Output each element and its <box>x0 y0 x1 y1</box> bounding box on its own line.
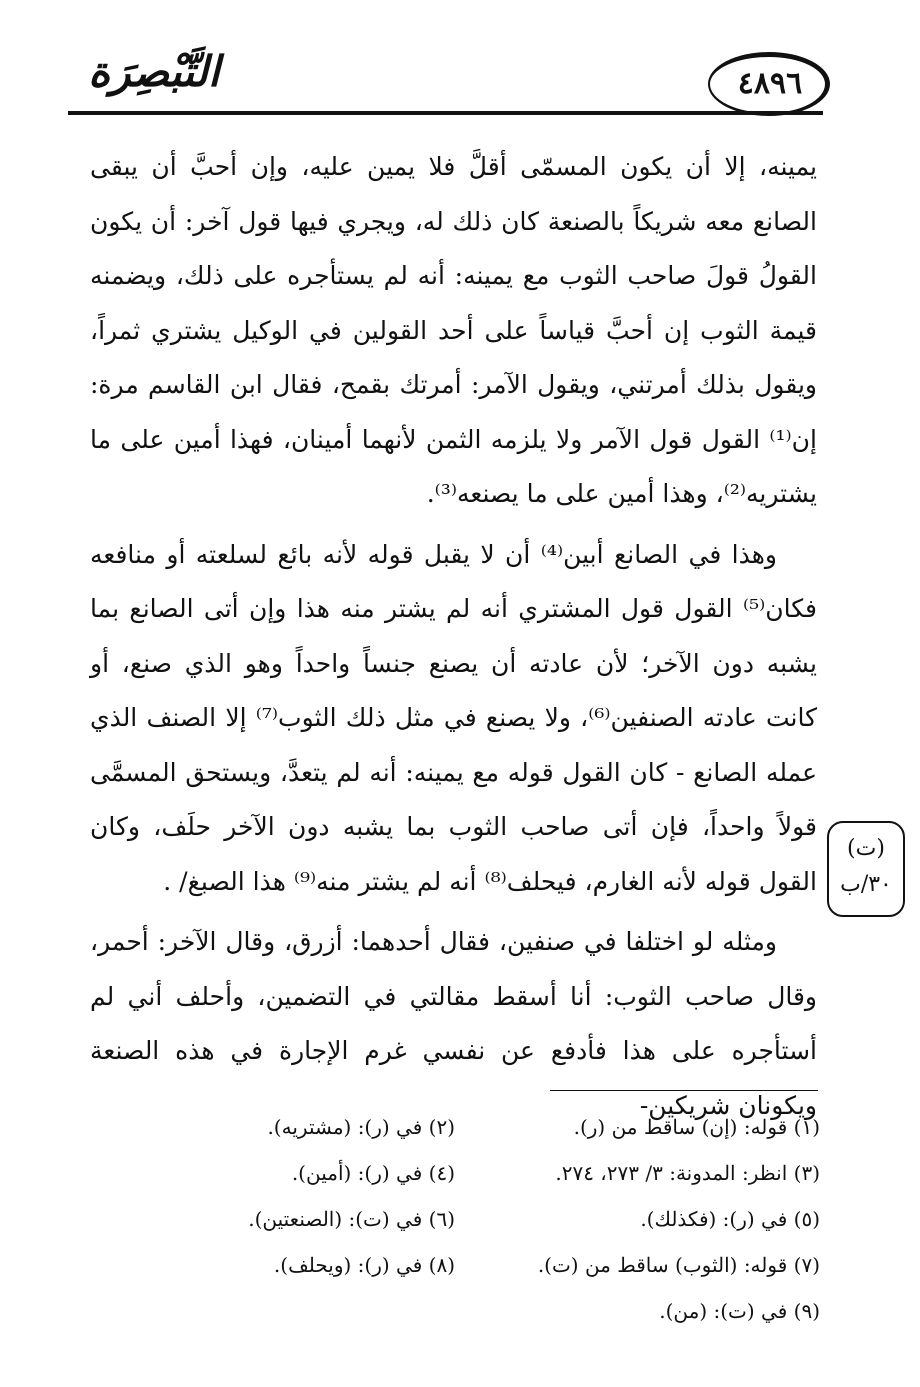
footnotes <box>90 1104 820 1334</box>
paragraph-1: يمينه، إلا أن يكون المسمّى أقلَّ فلا يمين عليه، وإن أحبَّ أن يبقى الصانع معه شريكاً بالصنعة كان ذلك له، ويجري فيها قول آخر: أن يكون القولُ قولَ صاحب الثوب مع يمينه: أنه لم يستأجره على ذلك، ويضمنه قيمة الثوب إن أحبَّ قياساً على أحد القولين في الوكيل يشتري ثمراً، ويقول بذلك أمرتني، ويقول الآمر: أمرتك بقمح، فقال ابن القاسم مرة: إن⁽¹⁾ القول قول الآمر ولا يلزمه الثمن لأنهما أمينان، فهذا أمين على ما يشتريه⁽²⁾، وهذا أمين على ما يصنعه⁽³⁾. <box>90 152 817 508</box>
footnote-5: (٥) في (ر): (فكذلك). <box>640 1207 820 1231</box>
footnote-7: (٧) قوله: (الثوب) ساقط من (ت). <box>537 1253 820 1277</box>
footnote-row <box>90 1150 820 1196</box>
margin-note-folio: ٣٠/ب <box>840 872 892 897</box>
footnote-4: (٤) في (ر): (أمين). <box>291 1161 455 1185</box>
footnote-row <box>90 1104 820 1150</box>
footnote-row <box>90 1196 820 1242</box>
header-rule <box>68 111 823 115</box>
main-text <box>90 140 817 1133</box>
footnote-separator <box>550 1090 818 1091</box>
footnote-2: (٢) في (ر): (مشتريه). <box>267 1115 455 1139</box>
margin-note-siglum: (ت) <box>847 836 885 861</box>
footnote-9: (٩) في (ت): (من). <box>659 1299 820 1323</box>
footnote-3: (٣) انظر: المدونة: ٣/ ٢٧٣، ٢٧٤. <box>555 1161 820 1185</box>
footnote-1: (١) قوله: (إن) ساقط من (ر). <box>573 1115 820 1139</box>
paragraph-2: وهذا في الصانع أبين⁽⁴⁾ أن لا يقبل قوله لأنه بائع لسلعته أو منافعه فكان⁽⁵⁾ القول قول المشتري أنه لم يشتر منه هذا وإن أتى الصانع بما يشبه دون الآخر؛ لأن عادته أن يصنع جنساً واحداً وهو الذي صنع، أو كانت عادته الصنفين⁽⁶⁾، ولا يصنع في مثل ذلك الثوب⁽⁷⁾ إلا الصنف الذي عمله الصانع - كان القول قوله مع يمينه: أنه لم يتعدَّ، ويستحق المسمَّى قولاً واحداً، فإن أتى صاحب الثوب بما يشبه دون الآخر حلَف، وكان القول قوله لأنه الغارم، فيحلف⁽⁸⁾ أنه لم يشتر منه⁽⁹⁾ هذا الصبغ/ . <box>90 539 817 896</box>
footnote-8: (٨) في (ر): (ويحلف). <box>273 1253 455 1277</box>
paragraph-3: ومثله لو اختلفا في صنفين، فقال أحدهما: أزرق، وقال الآخر: أحمر، وقال صاحب الثوب: أنا أسقط مقالتي في التضمين، وأحلف أني لم أستأجره على هذا فأدفع عن نفسي غرم الإجارة في هذه الصنعة ويكونان شريكين- <box>90 927 817 1120</box>
footnote-6: (٦) في (ت): (الصنعتين). <box>248 1207 455 1231</box>
book-title: التَّبْصِرَة <box>88 47 220 96</box>
page-number: ٤٨٩٦ <box>737 66 803 101</box>
footnote-row <box>90 1288 820 1334</box>
footnote-row <box>90 1242 820 1288</box>
manuscript-folio-note <box>827 821 905 917</box>
